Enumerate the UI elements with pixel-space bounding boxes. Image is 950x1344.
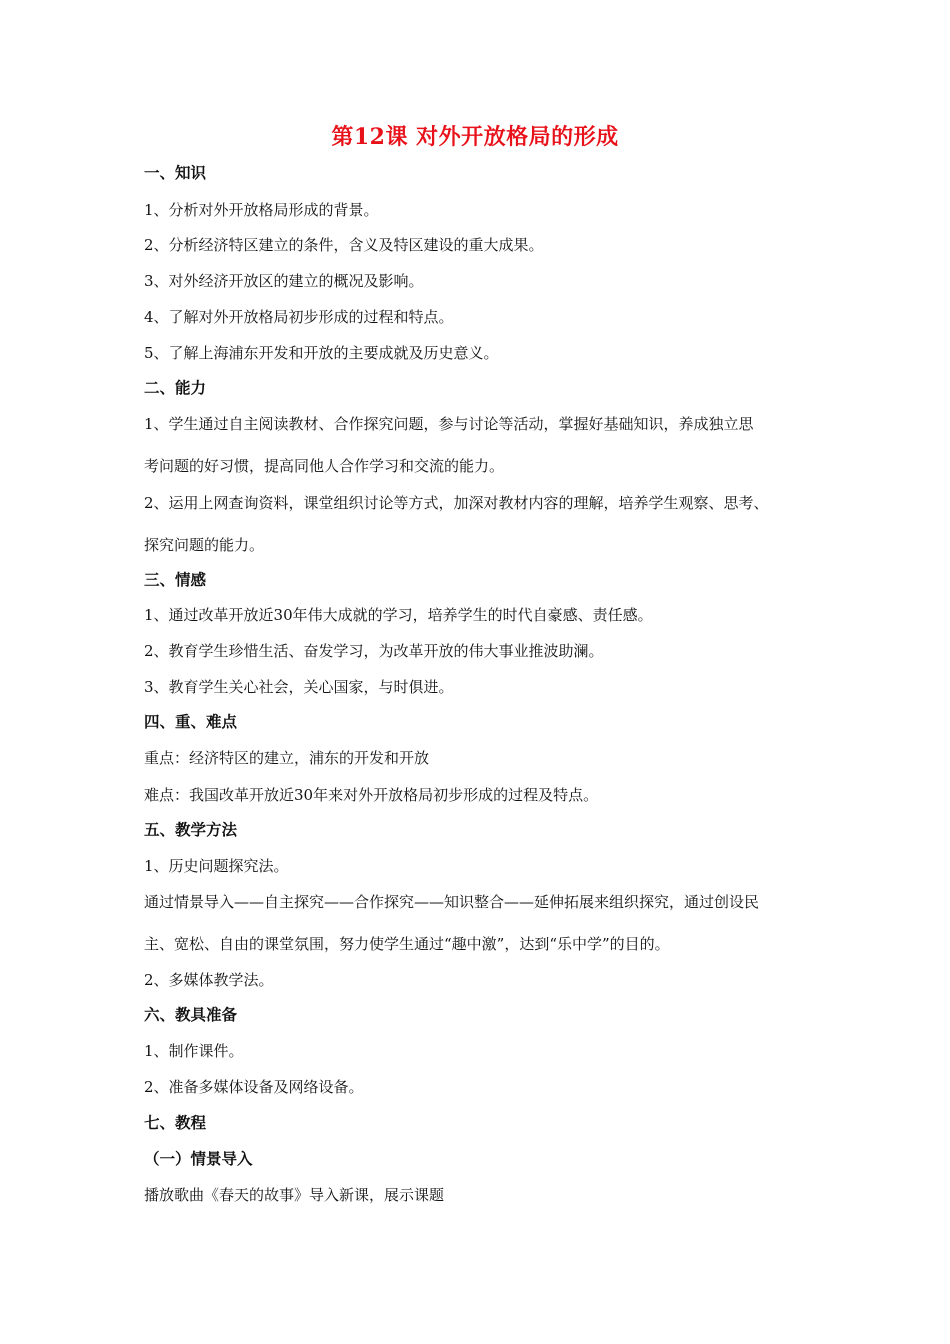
section-heading: 七、教程 [144,1113,207,1132]
body-line: 5、了解上海浦东开发和开放的主要成就及历史意义。 [144,344,499,362]
body-line: 2、多媒体教学法。 [144,971,274,989]
section-heading: 一、知识 [144,163,207,182]
body-line: 重点：经济特区的建立，浦东的开发和开放 [144,749,430,767]
body-line: 考问题的好习惯，提高同他人合作学习和交流的能力。 [144,457,505,475]
body-line: 1、分析对外开放格局形成的背景。 [144,201,379,219]
body-line: 播放歌曲《春天的故事》导入新课，展示课题 [144,1186,445,1204]
body-line: 1、制作课件。 [144,1042,244,1060]
body-line: 主、宽松、自由的课堂氛围，努力使学生通过“趣中激”，达到“乐中学”的目的。 [144,935,670,953]
body-line: 4、了解对外开放格局初步形成的过程和特点。 [144,308,454,326]
section-heading: （一）情景导入 [144,1149,253,1168]
body-line: 3、教育学生关心社会，关心国家，与时俱进。 [144,678,454,696]
body-line: 2、运用上网查询资料，课堂组织讨论等方式，加深对教材内容的理解，培养学生观察、思考、 [144,494,769,512]
section-heading: 六、教具准备 [144,1005,238,1024]
body-line: 1、历史问题探究法。 [144,857,289,875]
section-heading: 三、情感 [144,570,207,589]
body-line: 2、教育学生珍惜生活、奋发学习，为改革开放的伟大事业推波助澜。 [144,642,604,660]
body-line: 2、分析经济特区建立的条件，含义及特区建设的重大成果。 [144,236,544,254]
document-title: 第12课 对外开放格局的形成 [331,124,619,150]
body-line: 2、准备多媒体设备及网络设备。 [144,1078,364,1096]
body-line: 1、学生通过自主阅读教材、合作探究问题，参与讨论等活动，掌握好基础知识，养成独立思 [144,415,754,433]
section-heading: 五、教学方法 [144,820,238,839]
body-line: 1、通过改革开放近30年伟大成就的学习，培养学生的时代自豪感、责任感。 [144,606,653,624]
body-line: 探究问题的能力。 [144,536,265,554]
body-line: 3、对外经济开放区的建立的概况及影响。 [144,272,424,290]
section-heading: 二、能力 [144,378,207,397]
section-heading: 四、重、难点 [144,712,238,731]
body-line: 难点：我国改革开放近30年来对外开放格局初步形成的过程及特点。 [144,786,599,804]
body-line: 通过情景导入——自主探究——合作探究——知识整合——延伸拓展来组织探究，通过创设民 [144,893,760,911]
